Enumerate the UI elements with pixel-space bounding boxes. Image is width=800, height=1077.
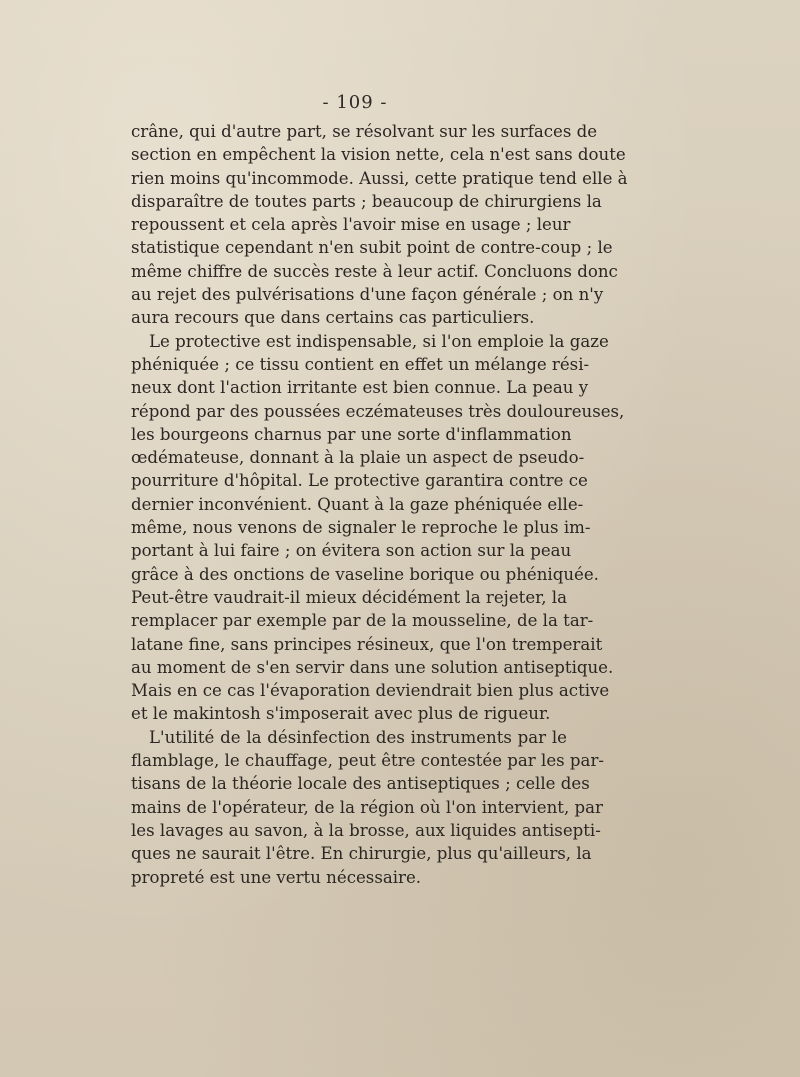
text-line: L'utilité de la désinfection des instruments par le bbox=[149, 727, 567, 747]
text-line: Mais en ce cas l'évaporation deviendrait bien plus active bbox=[131, 681, 610, 701]
text-line: dernier inconvénient. Quant à la gaze phéniquée elle- bbox=[131, 494, 584, 514]
text-line: et le makintosh s'imposerait avec plus de rigueur. bbox=[131, 704, 551, 724]
page-number: - 109 - bbox=[322, 92, 388, 113]
text-line: au moment de s'en servir dans une solution antiseptique. bbox=[131, 657, 614, 677]
text-line: Le protective est indispensable, si l'on emploie la gaze bbox=[149, 331, 609, 351]
text-line: pourriture d'hôpital. Le protective garantira contre ce bbox=[131, 471, 588, 491]
text-line: œdémateuse, donnant à la plaie un aspect de pseudo- bbox=[131, 448, 585, 468]
text-line: même, nous venons de signaler le reproche le plus im- bbox=[131, 518, 591, 538]
text-line: flamblage, le chauffage, peut être contestée par les par- bbox=[131, 751, 604, 771]
text-line: même chiffre de succès reste à leur actif. Concluons donc bbox=[131, 261, 618, 281]
text-line: propreté est une vertu nécessaire. bbox=[131, 867, 422, 887]
text-line: mains de l'opérateur, de la région où l'on intervient, par bbox=[131, 797, 603, 817]
text-line: repoussent et cela après l'avoir mise en usage ; leur bbox=[131, 215, 571, 235]
text-line: rien moins qu'incommode. Aussi, cette pratique tend elle à bbox=[131, 168, 628, 188]
text-line: phéniquée ; ce tissu contient en effet un mélange rési- bbox=[131, 354, 590, 374]
text-line: ques ne saurait l'être. En chirurgie, plus qu'ailleurs, la bbox=[131, 844, 592, 864]
text-line: tisans de la théorie locale des antiseptiques ; celle des bbox=[131, 774, 590, 794]
text-line: remplacer par exemple par de la mousseline, de la tar- bbox=[131, 611, 594, 631]
text-line: aura recours que dans certains cas particuliers. bbox=[131, 308, 535, 328]
text-line: crâne, qui d'autre part, se résolvant sur les surfaces de bbox=[131, 122, 598, 141]
text-line: disparaître de toutes parts ; beaucoup de chirurgiens la bbox=[131, 191, 602, 211]
text-line: au rejet des pulvérisations d'une façon générale ; on n'y bbox=[131, 285, 604, 305]
text-line: section en empêchent la vision nette, cela n'est sans doute bbox=[131, 145, 626, 165]
text-line: portant à lui faire ; on évitera son action sur la peau bbox=[131, 541, 572, 561]
text-line: neux dont l'action irritante est bien connue. La peau y bbox=[131, 378, 589, 398]
text-line: latane fine, sans principes résineux, que l'on tremperait bbox=[131, 634, 603, 654]
text-line: les bourgeons charnus par une sorte d'inflammation bbox=[131, 424, 572, 444]
text-line: statistique cependant n'en subit point de contre-coup ; le bbox=[131, 238, 613, 258]
text-line: Peut-être vaudrait-il mieux décidément la rejeter, la bbox=[131, 587, 567, 607]
text-line: répond par des poussées eczémateuses très douloureuses, bbox=[131, 401, 625, 421]
text-line: les lavages au savon, à la brosse, aux liquides antisepti- bbox=[131, 820, 601, 840]
body-text bbox=[131, 120, 628, 889]
text-line: grâce à des onctions de vaseline borique ou phéniquée. bbox=[131, 564, 599, 584]
